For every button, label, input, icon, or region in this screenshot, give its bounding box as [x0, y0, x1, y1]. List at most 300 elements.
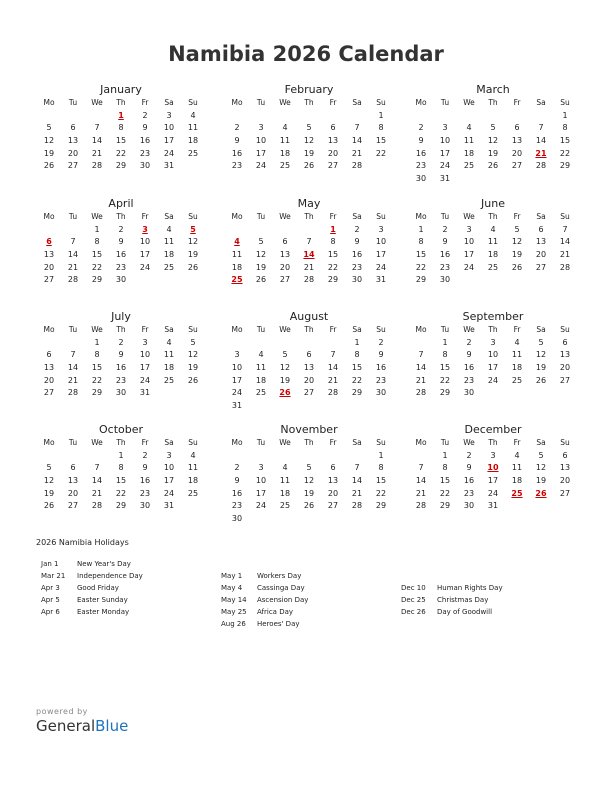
- weekday-header: Mo: [231, 98, 243, 107]
- weekday-header: Th: [488, 98, 498, 107]
- empty-cell: [37, 337, 61, 350]
- holiday-row: [401, 606, 503, 618]
- day-cell: 14: [351, 476, 363, 486]
- day-cell: 30: [115, 275, 127, 285]
- day-cell: 24: [139, 375, 151, 385]
- day-cell: 18: [511, 363, 523, 373]
- day-cell: 8: [118, 123, 124, 133]
- empty-cell: [297, 337, 321, 350]
- day-cell: 11: [163, 237, 175, 247]
- weekday-header: Tu: [68, 212, 78, 221]
- day-cell: 5: [306, 463, 312, 473]
- day-cell: 7: [354, 123, 360, 133]
- month-october: [41, 423, 201, 513]
- day-cell: 11: [163, 350, 175, 360]
- day-cell: 27: [67, 161, 79, 171]
- day-cell: 20: [279, 262, 291, 272]
- day-cell: 5: [306, 123, 312, 133]
- weekday-header: Su: [560, 98, 570, 107]
- day-cell: 9: [234, 476, 240, 486]
- weekday-header: Mo: [415, 212, 427, 221]
- day-cell: 20: [67, 148, 79, 158]
- month-july: [41, 310, 201, 400]
- month-name: April: [108, 197, 134, 210]
- day-cell: 4: [466, 123, 472, 133]
- day-cell: 23: [115, 375, 127, 385]
- day-cell: 31: [375, 275, 387, 285]
- weekday-header: Su: [560, 438, 570, 447]
- empty-cell: [457, 110, 481, 123]
- day-cell: 17: [163, 476, 175, 486]
- day-cell: 12: [487, 136, 499, 146]
- day-cell: 22: [115, 488, 127, 498]
- day-cell: 9: [118, 350, 124, 360]
- day-cell: 19: [303, 488, 315, 498]
- day-cell: 9: [234, 136, 240, 146]
- empty-cell: [85, 450, 109, 463]
- day-cell: 30: [463, 388, 475, 398]
- day-cell: 13: [511, 136, 523, 146]
- day-cell: 7: [70, 350, 76, 360]
- day-cell: 17: [139, 250, 151, 260]
- day-cell: 10: [255, 136, 267, 146]
- day-cell: 22: [375, 488, 387, 498]
- day-grid: [225, 97, 389, 173]
- day-cell: 27: [511, 161, 523, 171]
- day-cell: 9: [466, 463, 472, 473]
- day-cell: 12: [303, 136, 315, 146]
- day-cell: 12: [279, 363, 291, 373]
- day-cell: 26: [43, 161, 55, 171]
- day-cell: 20: [559, 363, 571, 373]
- day-grid: [37, 211, 201, 287]
- day-cell: 1: [418, 224, 424, 234]
- day-cell: 7: [354, 463, 360, 473]
- day-cell: 26: [303, 161, 315, 171]
- day-cell: 10: [255, 476, 267, 486]
- day-cell: 16: [351, 250, 363, 260]
- day-cell: 13: [327, 476, 339, 486]
- holiday-name: New Year's Day: [77, 560, 131, 568]
- day-cell: 12: [43, 476, 55, 486]
- day-cell: 1: [354, 337, 360, 347]
- weekday-header: We: [91, 212, 103, 221]
- day-cell: 26: [511, 262, 523, 272]
- day-cell: 4: [166, 224, 172, 234]
- weekday-header: We: [91, 98, 103, 107]
- month-name: January: [100, 83, 142, 96]
- day-cell: 11: [279, 136, 291, 146]
- day-cell: 1: [562, 110, 568, 120]
- weekday-header: Fr: [141, 438, 149, 447]
- day-cell: 22: [415, 262, 427, 272]
- day-cell: 24: [375, 262, 387, 272]
- weekday-header: Mo: [231, 438, 243, 447]
- day-cell: 3: [490, 450, 496, 460]
- day-cell: 2: [354, 224, 360, 234]
- holiday-day: 3: [142, 224, 148, 234]
- day-cell: 29: [327, 275, 339, 285]
- day-cell: 26: [487, 161, 499, 171]
- day-cell: 21: [91, 148, 103, 158]
- day-cell: 19: [535, 476, 547, 486]
- weekday-header: Mo: [43, 325, 55, 334]
- empty-cell: [505, 110, 529, 123]
- day-cell: 12: [43, 136, 55, 146]
- weekday-header: Th: [304, 98, 314, 107]
- day-cell: 18: [511, 476, 523, 486]
- day-cell: 3: [490, 337, 496, 347]
- weekday-header: Tu: [440, 212, 450, 221]
- month-name: February: [284, 83, 334, 96]
- weekday-header: Su: [376, 98, 386, 107]
- day-cell: 28: [415, 501, 427, 511]
- empty-cell: [481, 110, 505, 123]
- empty-cell: [61, 110, 85, 123]
- day-cell: 23: [139, 148, 151, 158]
- weekday-header: Su: [376, 325, 386, 334]
- month-may: [229, 197, 389, 287]
- empty-cell: [321, 450, 345, 463]
- day-cell: 16: [115, 250, 127, 260]
- day-cell: 18: [487, 250, 499, 260]
- day-cell: 8: [442, 463, 448, 473]
- empty-cell: [297, 224, 321, 237]
- weekday-header: Su: [188, 325, 198, 334]
- day-cell: 22: [375, 148, 387, 158]
- day-cell: 3: [166, 110, 172, 120]
- day-cell: 8: [354, 350, 360, 360]
- month-september: [413, 310, 573, 400]
- day-cell: 30: [415, 174, 427, 184]
- day-cell: 5: [514, 224, 520, 234]
- day-cell: 6: [514, 123, 520, 133]
- day-cell: 27: [67, 501, 79, 511]
- empty-cell: [61, 337, 85, 350]
- day-cell: 21: [327, 375, 339, 385]
- month-name: July: [111, 310, 131, 323]
- month-name: December: [464, 423, 522, 436]
- day-cell: 23: [439, 262, 451, 272]
- day-cell: 3: [142, 337, 148, 347]
- empty-cell: [249, 110, 273, 123]
- holiday-day: 25: [231, 275, 243, 285]
- day-cell: 15: [115, 136, 127, 146]
- day-cell: 19: [487, 148, 499, 158]
- day-cell: 20: [43, 375, 55, 385]
- day-cell: 14: [415, 363, 427, 373]
- day-cell: 25: [279, 501, 291, 511]
- day-cell: 17: [139, 363, 151, 373]
- day-cell: 15: [439, 476, 451, 486]
- day-cell: 25: [463, 161, 475, 171]
- weekday-header: Th: [488, 325, 498, 334]
- day-cell: 15: [351, 363, 363, 373]
- weekday-header: Tu: [256, 98, 266, 107]
- day-cell: 28: [415, 388, 427, 398]
- day-cell: 1: [118, 450, 124, 460]
- empty-cell: [37, 110, 61, 123]
- holiday-name: Workers Day: [257, 572, 302, 580]
- day-cell: 8: [94, 350, 100, 360]
- weekday-header: Su: [560, 325, 570, 334]
- empty-cell: [297, 110, 321, 123]
- weekday-header: Sa: [352, 438, 362, 447]
- day-cell: 26: [255, 275, 267, 285]
- day-cell: 1: [442, 450, 448, 460]
- day-cell: 21: [559, 250, 571, 260]
- holiday-name: Ascension Day: [257, 596, 309, 604]
- holiday-date: May 4: [221, 584, 243, 592]
- day-cell: 13: [43, 250, 55, 260]
- month-name: August: [289, 310, 329, 323]
- weekday-header: Tu: [440, 438, 450, 447]
- month-name: May: [297, 197, 321, 210]
- day-cell: 22: [91, 262, 103, 272]
- weekday-header: Tu: [256, 438, 266, 447]
- page-title: Namibia 2026 Calendar: [168, 42, 444, 66]
- day-cell: 26: [187, 375, 199, 385]
- day-cell: 12: [187, 350, 199, 360]
- day-cell: 20: [327, 148, 339, 158]
- day-cell: 29: [91, 275, 103, 285]
- day-cell: 15: [439, 363, 451, 373]
- day-cell: 15: [559, 136, 571, 146]
- day-cell: 29: [439, 388, 451, 398]
- weekday-header: Tu: [440, 98, 450, 107]
- day-cell: 7: [306, 237, 312, 247]
- day-cell: 12: [187, 237, 199, 247]
- weekday-header: Fr: [141, 98, 149, 107]
- day-cell: 28: [351, 501, 363, 511]
- empty-cell: [249, 224, 273, 237]
- holiday-name: Easter Sunday: [77, 596, 128, 604]
- day-cell: 20: [303, 375, 315, 385]
- holiday-name: Good Friday: [77, 584, 119, 592]
- day-cell: 17: [439, 148, 451, 158]
- weekday-header: Tu: [68, 325, 78, 334]
- day-cell: 21: [351, 148, 363, 158]
- holiday-row: [41, 558, 143, 570]
- day-cell: 28: [351, 161, 363, 171]
- day-cell: 22: [351, 375, 363, 385]
- day-cell: 19: [187, 250, 199, 260]
- day-cell: 4: [190, 110, 196, 120]
- day-cell: 4: [190, 450, 196, 460]
- weekday-header: We: [91, 438, 103, 447]
- day-cell: 2: [118, 224, 124, 234]
- day-cell: 28: [535, 161, 547, 171]
- day-cell: 29: [115, 161, 127, 171]
- day-cell: 19: [187, 363, 199, 373]
- day-cell: 21: [415, 375, 427, 385]
- day-cell: 18: [163, 250, 175, 260]
- day-cell: 29: [415, 275, 427, 285]
- day-grid: [37, 97, 201, 173]
- day-cell: 27: [43, 388, 55, 398]
- day-cell: 25: [187, 488, 199, 498]
- day-cell: 11: [279, 476, 291, 486]
- day-cell: 27: [327, 501, 339, 511]
- holiday-day: 1: [330, 224, 336, 234]
- day-cell: 17: [255, 148, 267, 158]
- day-cell: 7: [70, 237, 76, 247]
- day-cell: 2: [466, 337, 472, 347]
- weekday-header: Mo: [43, 212, 55, 221]
- day-cell: 27: [559, 488, 571, 498]
- day-cell: 15: [415, 250, 427, 260]
- day-cell: 8: [330, 237, 336, 247]
- day-cell: 31: [163, 501, 175, 511]
- day-cell: 17: [375, 250, 387, 260]
- day-cell: 16: [463, 476, 475, 486]
- day-cell: 13: [67, 476, 79, 486]
- month-name: November: [280, 423, 338, 436]
- day-cell: 30: [463, 501, 475, 511]
- month-name: June: [481, 197, 505, 210]
- day-cell: 15: [327, 250, 339, 260]
- day-cell: 8: [118, 463, 124, 473]
- month-name: September: [462, 310, 524, 323]
- day-cell: 10: [375, 237, 387, 247]
- day-cell: 13: [43, 363, 55, 373]
- empty-cell: [273, 450, 297, 463]
- day-cell: 24: [487, 488, 499, 498]
- day-cell: 26: [43, 501, 55, 511]
- month-june: [413, 197, 573, 287]
- day-cell: 21: [67, 262, 79, 272]
- day-cell: 18: [187, 476, 199, 486]
- day-cell: 16: [139, 136, 151, 146]
- day-cell: 11: [255, 363, 267, 373]
- day-cell: 24: [139, 262, 151, 272]
- day-cell: 23: [375, 375, 387, 385]
- holiday-day: 5: [190, 224, 196, 234]
- month-november: [229, 423, 389, 526]
- day-cell: 14: [351, 136, 363, 146]
- weekday-header: Th: [488, 438, 498, 447]
- day-cell: 30: [351, 275, 363, 285]
- weekday-header: Sa: [536, 438, 546, 447]
- day-cell: 10: [231, 363, 243, 373]
- day-cell: 30: [375, 388, 387, 398]
- weekday-header: We: [463, 212, 475, 221]
- day-cell: 24: [255, 501, 267, 511]
- holiday-row: [41, 594, 143, 606]
- weekday-header: Mo: [43, 98, 55, 107]
- weekday-header: Mo: [231, 325, 243, 334]
- day-cell: 20: [43, 262, 55, 272]
- day-cell: 13: [279, 250, 291, 260]
- holiday-row: [221, 618, 308, 630]
- day-cell: 1: [442, 337, 448, 347]
- weekday-header: Tu: [256, 212, 266, 221]
- day-cell: 9: [142, 123, 148, 133]
- weekday-header: Fr: [513, 325, 521, 334]
- empty-cell: [409, 110, 433, 123]
- day-cell: 1: [378, 110, 384, 120]
- holiday-day: 21: [535, 148, 547, 158]
- day-cell: 14: [91, 136, 103, 146]
- day-cell: 11: [187, 123, 199, 133]
- weekday-header: Fr: [329, 438, 337, 447]
- holiday-date: Dec 10: [401, 584, 426, 592]
- holiday-date: Dec 25: [401, 596, 426, 604]
- day-cell: 6: [562, 450, 568, 460]
- day-cell: 26: [535, 375, 547, 385]
- weekday-header: Sa: [164, 325, 174, 334]
- empty-cell: [273, 110, 297, 123]
- day-cell: 21: [91, 488, 103, 498]
- day-cell: 1: [94, 337, 100, 347]
- day-cell: 6: [538, 224, 544, 234]
- weekday-header: We: [463, 438, 475, 447]
- holiday-column: [41, 558, 143, 618]
- holiday-column: [221, 570, 308, 630]
- weekday-header: Sa: [352, 212, 362, 221]
- weekday-header: Tu: [440, 325, 450, 334]
- day-cell: 23: [415, 161, 427, 171]
- holidays-title: 2026 Namibia Holidays: [36, 538, 129, 547]
- day-cell: 16: [231, 488, 243, 498]
- day-cell: 18: [163, 363, 175, 373]
- day-cell: 11: [511, 350, 523, 360]
- day-cell: 11: [511, 463, 523, 473]
- empty-cell: [225, 224, 249, 237]
- weekday-header: Mo: [415, 98, 427, 107]
- day-cell: 24: [163, 488, 175, 498]
- day-cell: 27: [303, 388, 315, 398]
- day-cell: 27: [535, 262, 547, 272]
- day-cell: 15: [375, 476, 387, 486]
- weekday-header: Su: [376, 438, 386, 447]
- day-cell: 31: [231, 401, 243, 411]
- day-cell: 23: [139, 488, 151, 498]
- weekday-header: Fr: [513, 98, 521, 107]
- holiday-name: Africa Day: [257, 608, 294, 616]
- holiday-name: Human Rights Day: [437, 584, 503, 592]
- day-cell: 28: [327, 388, 339, 398]
- weekday-header: Fr: [329, 98, 337, 107]
- day-cell: 18: [279, 488, 291, 498]
- weekday-header: Mo: [43, 438, 55, 447]
- month-january: [41, 83, 201, 173]
- day-cell: 28: [91, 501, 103, 511]
- day-cell: 6: [562, 337, 568, 347]
- day-cell: 14: [559, 237, 571, 247]
- day-cell: 31: [487, 501, 499, 511]
- day-cell: 3: [466, 224, 472, 234]
- holiday-row: [41, 606, 143, 618]
- day-cell: 9: [354, 237, 360, 247]
- day-cell: 10: [163, 123, 175, 133]
- brand-general: General: [36, 717, 96, 735]
- empty-cell: [61, 224, 85, 237]
- weekday-header: We: [279, 98, 291, 107]
- weekday-header: Sa: [164, 438, 174, 447]
- day-cell: 16: [415, 148, 427, 158]
- day-cell: 31: [139, 388, 151, 398]
- day-cell: 6: [330, 123, 336, 133]
- day-grid: [225, 211, 389, 287]
- month-february: [229, 83, 389, 173]
- day-cell: 9: [142, 463, 148, 473]
- day-cell: 6: [70, 463, 76, 473]
- holiday-day: 4: [234, 237, 240, 247]
- weekday-header: We: [279, 212, 291, 221]
- day-cell: 6: [282, 237, 288, 247]
- holiday-date: Jan 1: [41, 560, 59, 568]
